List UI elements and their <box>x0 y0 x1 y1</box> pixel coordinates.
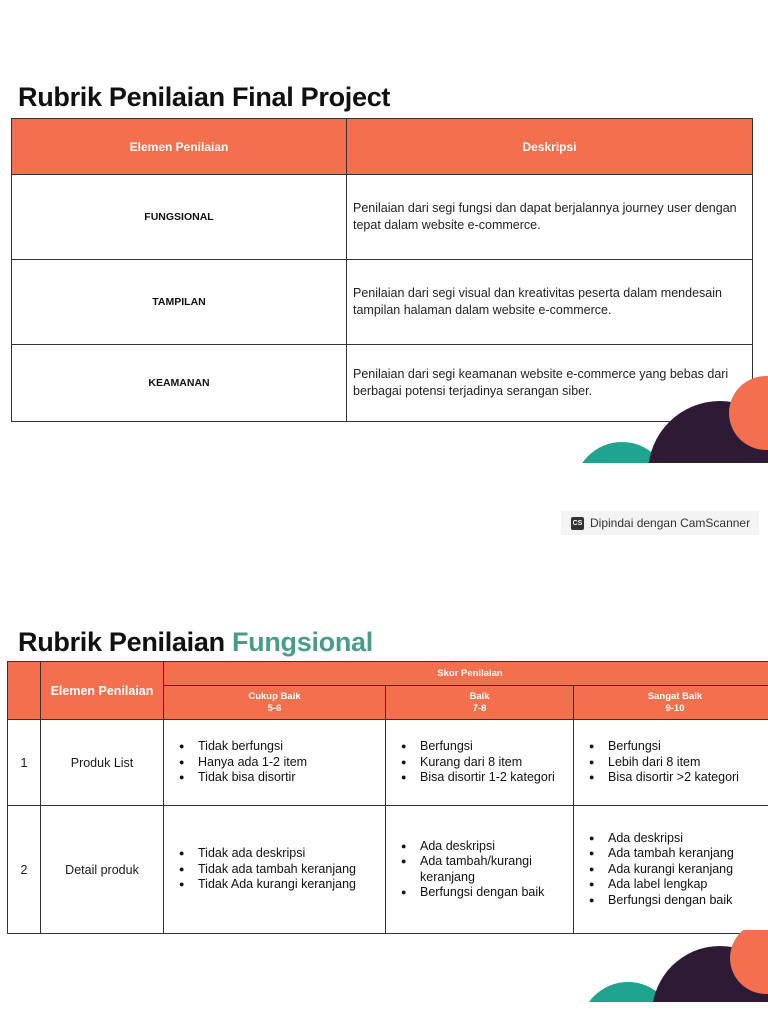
criteria-item: ● Ada tambah keranjang <box>580 846 768 862</box>
level-label: Baik <box>469 690 490 702</box>
level-header-sangat-baik <box>574 686 768 720</box>
criteria-item: ● Tidak berfungsi <box>170 739 381 755</box>
level-label: Sangat Baik <box>647 690 703 702</box>
element-cell: KEAMANAN <box>12 345 347 422</box>
table-row <box>12 175 753 260</box>
criteria-item: ● Ada label lengkap <box>580 877 768 893</box>
table-row <box>8 720 768 806</box>
level-range: 5-6 <box>267 702 282 714</box>
criteria-item: ● Ada tambah/kurangi keranjang <box>392 854 569 885</box>
column-header: Elemen Penilaian <box>12 119 347 175</box>
criteria-cell-sangat-baik <box>574 806 768 934</box>
row-number: 2 <box>8 806 41 934</box>
criteria-cell-baik <box>386 806 574 934</box>
page-title: Rubrik Penilaian Final Project <box>18 82 391 112</box>
description-cell: Penilaian dari segi keamanan website e-commerce yang bebas dari berbagai potensi terjadinya serangan siber. <box>347 345 753 422</box>
criteria-item: ● Lebih dari 8 item <box>580 755 768 771</box>
criteria-cell-cukup-baik <box>164 806 386 934</box>
description-cell: Penilaian dari segi visual dan kreativitas peserta dalam mendesain tampilan halaman dalam website e-commerce. <box>347 260 753 345</box>
level-header-baik <box>386 686 574 720</box>
row-number: 1 <box>8 720 41 806</box>
criteria-item: ● Tidak Ada kurangi keranjang <box>170 877 381 893</box>
title-prefix: Rubrik Penilaian <box>18 627 232 657</box>
criteria-item: ● Tidak bisa disortir <box>170 770 381 786</box>
camscanner-watermark <box>561 511 759 535</box>
element-header: Elemen Penilaian <box>41 662 164 720</box>
criteria-item: ● Berfungsi dengan baik <box>392 885 569 901</box>
element-cell: TAMPILAN <box>12 260 347 345</box>
table-row <box>8 806 768 934</box>
camscanner-logo-icon: CS <box>571 517 584 530</box>
criteria-item: ● Berfungsi dengan baik <box>580 893 768 909</box>
level-range: 7-8 <box>472 702 487 714</box>
criteria-item: ● Berfungsi <box>580 739 768 755</box>
level-header-cukup-baik <box>164 686 386 720</box>
criteria-cell-cukup-baik <box>164 720 386 806</box>
criteria-item: ● Bisa disortir 1-2 kategori <box>392 770 569 786</box>
element-cell: FUNGSIONAL <box>12 175 347 260</box>
criteria-item: ● Ada kurangi keranjang <box>580 862 768 878</box>
level-label: Cukup Baik <box>248 690 301 702</box>
criteria-item: ● Kurang dari 8 item <box>392 755 569 771</box>
score-header: Skor Penilaian <box>164 662 768 686</box>
criteria-item: ● Hanya ada 1-2 item <box>170 755 381 771</box>
criteria-cell-baik <box>386 720 574 806</box>
description-cell: Penilaian dari segi fungsi dan dapat berjalannya journey user dengan tepat dalam website e-commerce. <box>347 175 753 260</box>
column-header: Deskripsi <box>347 119 753 175</box>
page-title <box>18 627 373 658</box>
watermark-text: Dipindai dengan CamScanner <box>590 516 751 530</box>
element-cell: Detail produk <box>41 806 164 934</box>
criteria-cell-sangat-baik <box>574 720 768 806</box>
corner-decoration <box>570 930 768 1002</box>
scoring-table <box>7 661 768 934</box>
criteria-item: ● Tidak ada deskripsi <box>170 846 381 862</box>
element-cell: Produk List <box>41 720 164 806</box>
level-range: 9-10 <box>665 702 685 714</box>
title-accent: Fungsional <box>231 627 373 657</box>
criteria-item: ● Ada deskripsi <box>392 839 569 855</box>
criteria-item: ● Bisa disortir >2 kategori <box>580 770 768 786</box>
corner-decoration <box>560 375 768 463</box>
number-header <box>8 662 41 720</box>
criteria-item: ● Tidak ada tambah keranjang <box>170 862 381 878</box>
table-row <box>12 260 753 345</box>
criteria-item: ● Ada deskripsi <box>580 831 768 847</box>
criteria-item: ● Berfungsi <box>392 739 569 755</box>
